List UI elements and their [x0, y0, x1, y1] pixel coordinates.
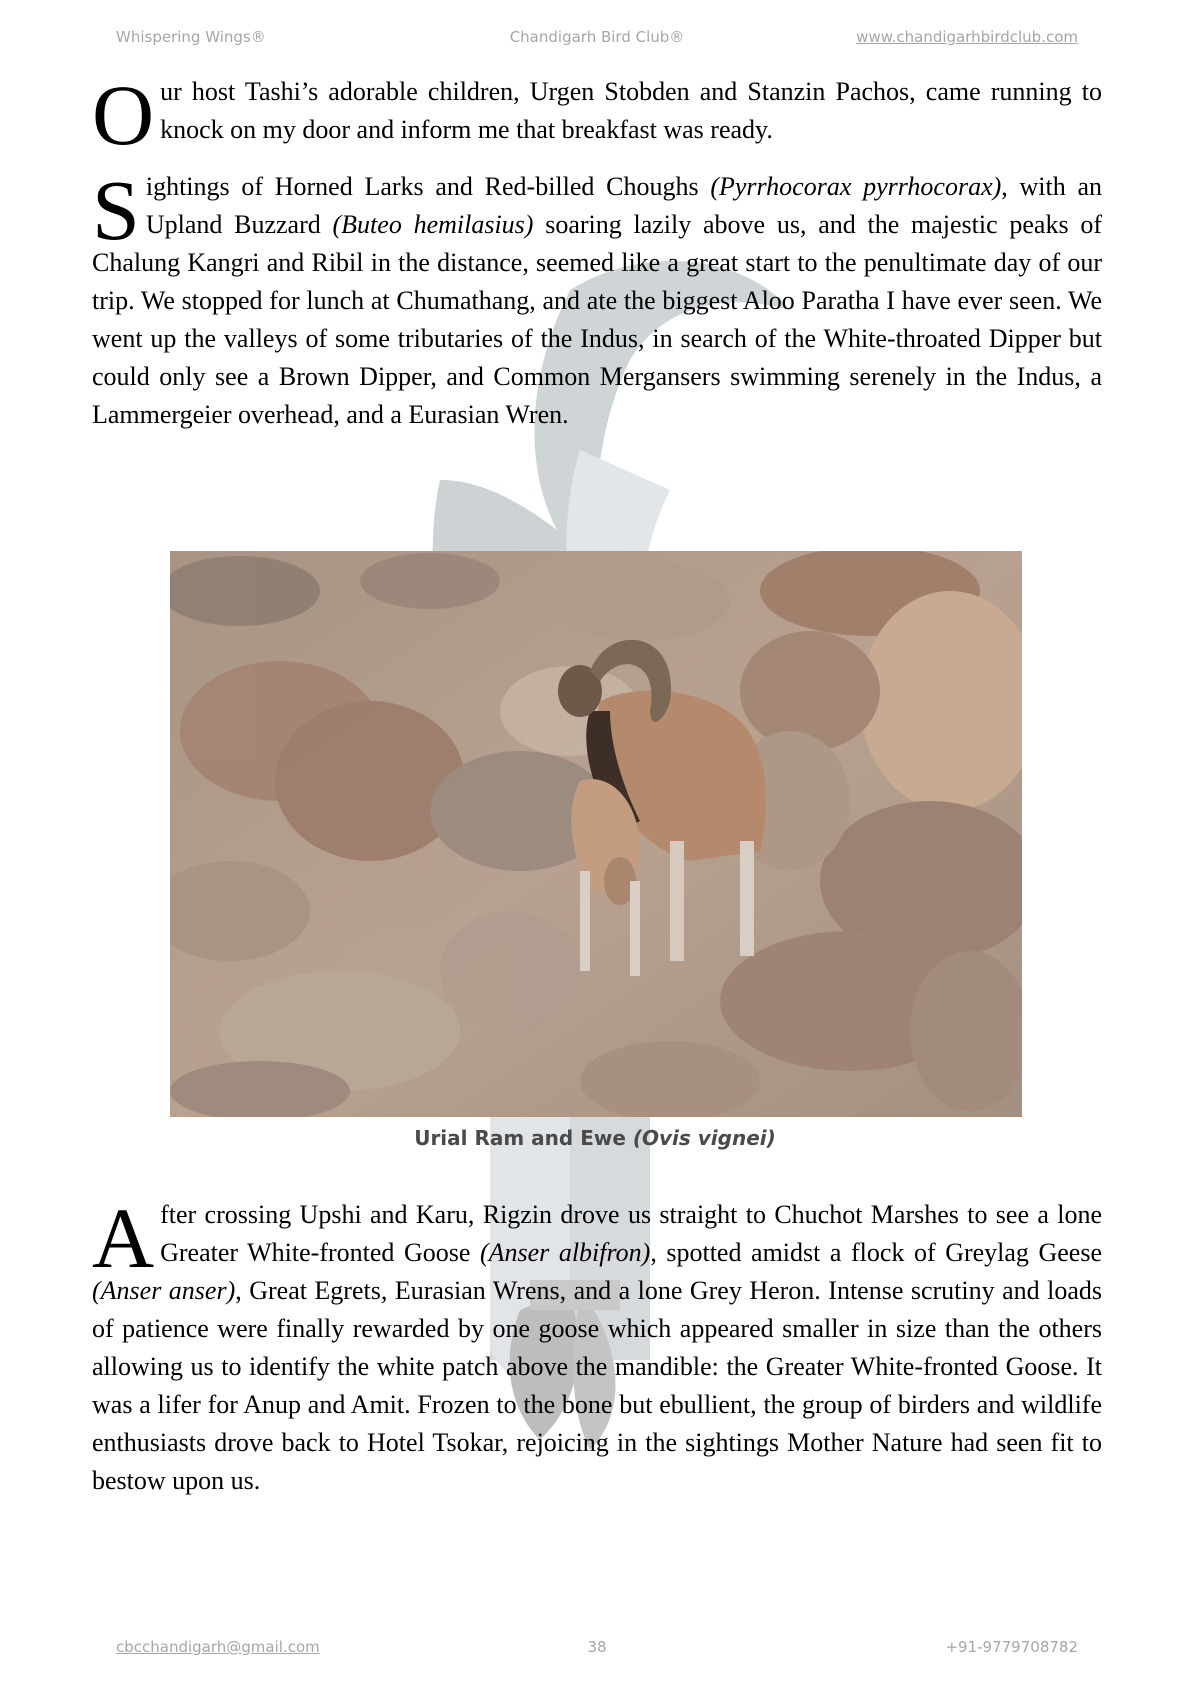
footer-phone: +91-9779708782 [945, 1638, 1078, 1656]
paragraph-text: ur host Tashi’s adorable children, Urgen Stobden and Stanzin Pachos, came running to knock on my door and inform me that breakfast was ready. [160, 77, 1102, 144]
scientific-name: (Anser anser) [92, 1276, 236, 1305]
photo-caption [0, 1126, 1190, 1150]
caption-scientific-name: (Ovis vignei) [632, 1126, 776, 1150]
paragraph-text: ightings of Horned Larks and Red-billed Choughs [145, 172, 711, 201]
paragraph-3 [92, 1190, 1102, 1500]
header-publication-name: Whispering Wings® [116, 28, 266, 46]
scientific-name: (Anser albifron) [479, 1238, 651, 1267]
paragraph-text: , spotted amidst a flock of Greylag Geese [650, 1238, 1102, 1267]
scientific-name: (Buteo hemilasius) [332, 210, 534, 239]
page-footer [116, 1638, 1078, 1662]
drop-cap: S [92, 162, 140, 258]
paragraph-2 [92, 162, 1103, 434]
urial-photo [170, 551, 1022, 1117]
urial-photo-image [170, 551, 1022, 1117]
paragraph-text: , with an Upland Buzzard [145, 172, 1103, 239]
drop-cap: A [92, 1190, 155, 1286]
drop-cap: O [92, 67, 155, 163]
caption-common-name: Urial Ram and Ewe [414, 1126, 633, 1150]
page-number: 38 [587, 1638, 607, 1656]
footer-email-link[interactable]: cbcchandigarh@gmail.com [116, 1638, 320, 1656]
header-club-name: Chandigarh Bird Club® [509, 28, 685, 46]
scientific-name: (Pyrrhocorax pyrrhocorax) [710, 172, 1002, 201]
paragraph-text: soaring lazily above us, and the majestic peaks of Chalung Kangri and Ribil in the distance, seemed like a great start to the penultimate day of our trip. We stopped for lunch at Chumathang, and ate the biggest Aloo Paratha I have ever seen. We went up the valleys of some tributaries of the Indus, in search of the White-throated Dipper but could only see a Brown Dipper, and Common Mergansers swimming serenely in the Indus, a Lammergeier overhead, and a Eurasian Wren. [92, 210, 1102, 429]
header-website-link[interactable]: www.chandigarhbirdclub.com [856, 28, 1078, 46]
paragraph-text: fter crossing Upshi and Karu, Rigzin drove us straight to Chuchot Marshes to see a lone Greater White-fronted Goose [160, 1200, 1102, 1267]
paragraph-1 [92, 67, 1102, 163]
paragraph-text: , Great Egrets, Eurasian Wrens, and a lone Grey Heron. Intense scrutiny and loads of patience were finally rewarded by one goose which appeared smaller in size than the others allowing us to identify the white patch above the mandible: the Greater White-fronted Goose. It was a lifer for Anup and Amit. Frozen to the bone but ebullient, the group of birders and wildlife enthusiasts drove back to Hotel Tsokar, rejoicing in the sightings Mother Nature had seen fit to bestow upon us. [92, 1276, 1102, 1495]
page-header [116, 28, 1078, 52]
